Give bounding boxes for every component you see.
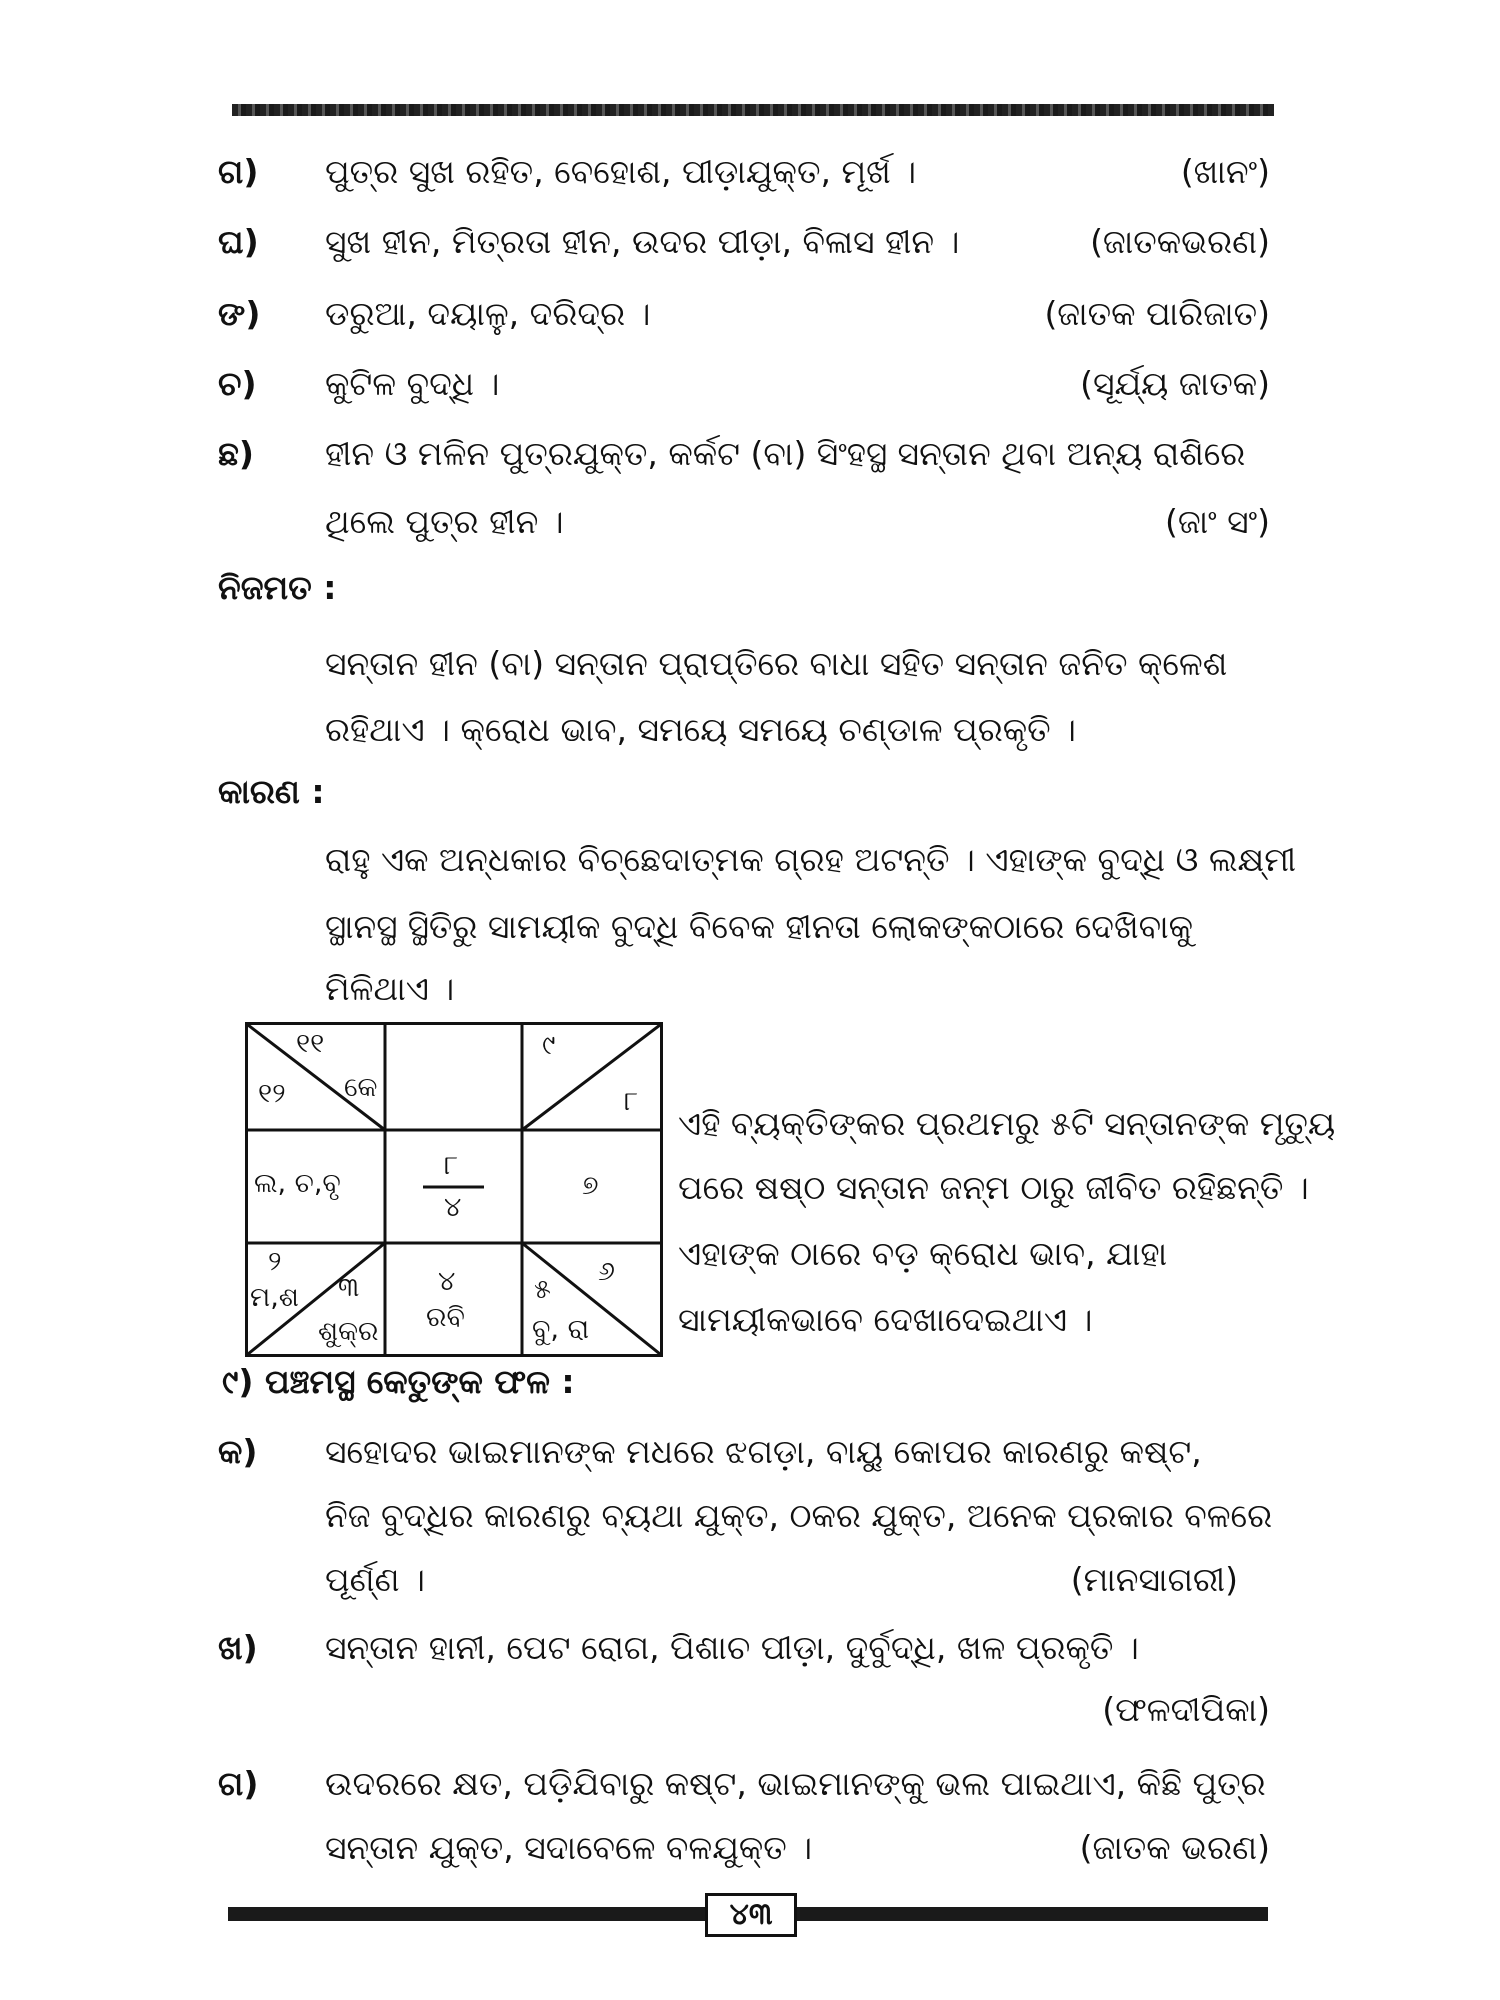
chart-tr-right: ୮ (624, 1086, 639, 1117)
chart-note-line-3: ଏହାଙ୍କ ଠାରେ ବଡ଼ କ୍ରୋଧ ଭାବ, ଯାହା (678, 1234, 1168, 1273)
chart-note-line-4: ସାମୟୀକଭାବେ ଦେଖାଦେଇଥାଏ । (678, 1300, 1093, 1339)
karana-line-2: ସ୍ଥାନସ୍ଥ ସ୍ଥିତିରୁ ସାମୟୀକ ବୁଦ୍ଧି ବିବେକ ହୀନତା ଲୋକଙ୍କଠାରେ ଦେଖିବାକୁ (325, 907, 1194, 946)
chart-center-top: ୮ (444, 1150, 459, 1181)
chart-bm-bottom: ରବି (426, 1302, 465, 1333)
chart-ml: ଲ, ଚ,ବୃ (254, 1168, 341, 1199)
nijamata-line-2: ରହିଥାଏ । କ୍ରୋଧ ଭାବ, ସମୟେ ସମୟେ ଚଣ୍ଡାଳ ପ୍ରକୃତି । (325, 710, 1077, 749)
chart-tl-right: କେ (344, 1072, 378, 1103)
chart-note-line-1: ଏହି ବ୍ୟକ୍ତିଙ୍କର ପ୍ରଥମରୁ ୫ଟି ସନ୍ତାନଙ୍କ ମୃତ୍ୟୁ (678, 1104, 1336, 1143)
chart-bl-left: ମ,ଶ (250, 1282, 299, 1313)
chart-br-bottom: ବୁ, ରା (532, 1314, 590, 1345)
karana-heading: କାରଣ : (218, 772, 325, 811)
horoscope-chart (245, 1022, 663, 1357)
chart-bl-top: ୨ (268, 1246, 282, 1277)
karana-line-3: ମିଳିଥାଏ । (325, 969, 455, 1008)
chart-bl-bottom: ଶୁକ୍ର (318, 1316, 379, 1347)
chart-bm-top: ୪ (438, 1266, 456, 1297)
chart-note-line-2: ପରେ ଷଷ୍ଠ ସନ୍ତାନ ଜନ୍ମ ଠାରୁ ଜୀବିତ ରହିଛନ୍ତି । (678, 1168, 1309, 1207)
page-number: ୪୩ (705, 1893, 797, 1937)
chart-center-bottom: ୪ (444, 1192, 462, 1223)
top-rule (232, 104, 1274, 116)
karana-line-1: ରାହୁ ଏକ ଅନ୍ଧକାର ବିଚ୍ଛେଦାତ୍ମକ ଗ୍ରହ ଅଟନ୍ତି । ଏହାଙ୍କ ବୁଦ୍ଧି ଓ ଲକ୍ଷ୍ମୀ (325, 840, 1297, 879)
nijamata-line-1: ସନ୍ତାନ ହୀନ (ବା) ସନ୍ତାନ ପ୍ରାପ୍ତିରେ ବାଧା ସହିତ ସନ୍ତାନ ଜନିତ କ୍ଳେଶ (325, 644, 1228, 683)
chart-mr: ୭ (582, 1170, 599, 1201)
chart-tl-top: ୧୧ (296, 1028, 325, 1059)
chart-br-left: ୫ (534, 1274, 551, 1305)
chart-bl-right: ୩ (338, 1272, 360, 1303)
chart-br-top: ୬ (598, 1256, 615, 1287)
chart-tr-top: ୯ (542, 1030, 556, 1061)
nijamata-heading: ନିଜମତ : (218, 568, 337, 607)
section-9-heading: ୯) ପଞ୍ଚମସ୍ଥ କେତୁଙ୍କ ଫଳ : (222, 1362, 575, 1401)
chart-tl-left: ୧୨ (258, 1078, 286, 1109)
